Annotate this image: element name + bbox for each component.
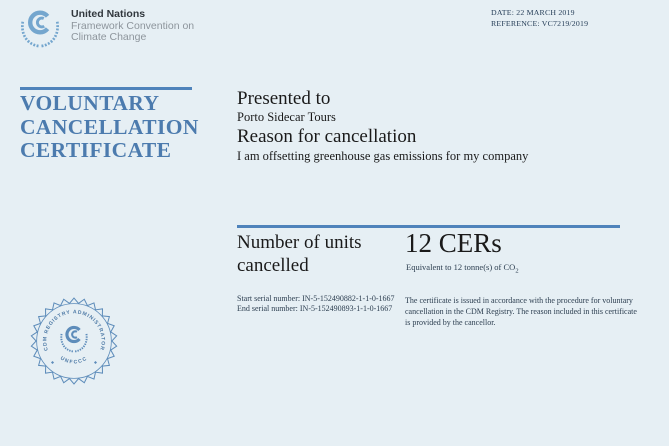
legal-note: The certificate is issued in accordance with the procedure for voluntary cancellation in the CDM Registry. The reason included in this certificate is provided by the cancellor. bbox=[405, 296, 637, 327]
presented-to-heading: Presented to bbox=[237, 88, 331, 109]
co2-subscript: 2 bbox=[515, 267, 519, 275]
seal-top-text: CDM REGISTRY ADMINISTRATOR bbox=[42, 309, 106, 352]
certificate-reference: REFERENCE: VC7219/2019 bbox=[491, 18, 589, 28]
certificate-title-line3: CERTIFICATE bbox=[20, 138, 172, 162]
reason-text: I am offsetting greenhouse gas emissions for my company bbox=[237, 149, 529, 163]
recipient-name: Porto Sidecar Tours bbox=[237, 110, 336, 124]
certificate-date: DATE: 22 MARCH 2019 bbox=[491, 8, 575, 17]
unfccc-logo-icon bbox=[18, 6, 62, 48]
certificate-title-line2: CANCELLATION bbox=[20, 114, 199, 139]
certificate-title bbox=[20, 92, 199, 163]
org-name: United Nations bbox=[71, 8, 146, 20]
org-subtitle-line2: Climate Change bbox=[71, 31, 147, 43]
units-amount: 12 CERs bbox=[405, 228, 502, 258]
seal-bottom-text: UNFCCC bbox=[59, 355, 89, 366]
title-divider bbox=[20, 87, 192, 90]
certificate-title-line1: VOLUNTARY bbox=[20, 91, 160, 115]
seal-left-star-ornament bbox=[51, 361, 54, 364]
org-subtitle-line1: Framework Convention on bbox=[71, 19, 195, 32]
serial-numbers bbox=[237, 294, 395, 313]
units-equivalent-text: Equivalent to 12 tonne(s) of CO bbox=[406, 262, 516, 272]
svg-text:UNFCCC bbox=[59, 355, 89, 365]
units-equivalent bbox=[406, 262, 519, 275]
reason-heading: Reason for cancellation bbox=[237, 126, 417, 147]
org-name-block bbox=[71, 9, 194, 44]
seal-right-star-ornament bbox=[94, 361, 97, 364]
registry-seal bbox=[30, 297, 118, 385]
certificate-meta bbox=[491, 8, 588, 29]
seal-center-emblem-icon bbox=[61, 327, 86, 351]
units-heading: Number of units cancelled bbox=[237, 232, 362, 276]
start-serial-number: Start serial number: IN-5-152490882-1-1-0-1667 bbox=[237, 294, 395, 303]
svg-text:CDM REGISTRY ADMINISTRATOR bbox=[42, 309, 105, 351]
end-serial-number: End serial number: IN-5-152490893-1-1-0-1667 bbox=[237, 303, 393, 313]
